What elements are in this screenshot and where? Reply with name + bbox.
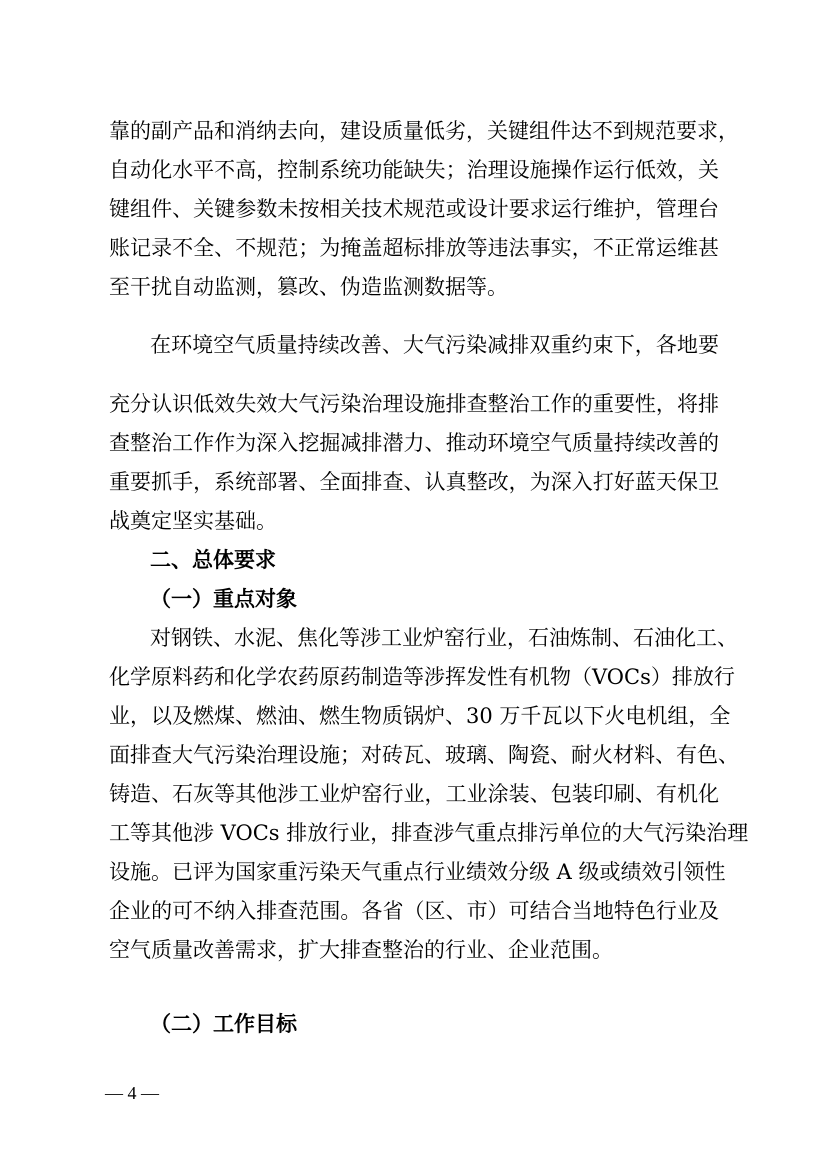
subsection-2-heading: （二）工作目标 bbox=[150, 1011, 297, 1036]
section-heading: 二、总体要求 bbox=[150, 548, 276, 572]
paragraph-3-line-7: 设施。已评为国家重污染天气重点行业绩效分级 A 级或绩效引领性 bbox=[109, 860, 726, 884]
paragraph-1-line-1: 靠的副产品和消纳去向，建设质量低劣，关键组件达不到规范要求， bbox=[109, 119, 739, 143]
paragraph-1-line-2: 自动化水平不高，控制系统功能缺失；治理设施操作运行低效，关 bbox=[109, 158, 719, 182]
page-number: — 4 — bbox=[105, 1083, 159, 1103]
paragraph-3-line-2: 化学原料药和化学农药原药制造等涉挥发性有机物（VOCs）排放行 bbox=[109, 665, 735, 689]
paragraph-2-line-5: 战奠定坚实基础。 bbox=[109, 509, 277, 533]
paragraph-2-line-4: 重要抓手，系统部署、全面排查、认真整改，为深入打好蓝天保卫 bbox=[109, 470, 719, 494]
paragraph-2-line-1: 在环境空气质量持续改善、大气污染减排双重约束下，各地要 bbox=[150, 333, 719, 357]
paragraph-3-line-8: 企业的可不纳入排查范围。各省（区、市）可结合当地特色行业及 bbox=[109, 899, 719, 923]
paragraph-3-line-4: 面排查大气污染治理设施；对砖瓦、玻璃、陶瓷、耐火材料、有色、 bbox=[109, 743, 739, 767]
paragraph-3-line-6: 工等其他涉 VOCs 排放行业，排查涉气重点排污单位的大气污染治理 bbox=[109, 821, 749, 845]
subsection-1-heading: （一）重点对象 bbox=[150, 586, 297, 611]
paragraph-1-line-3: 键组件、关键参数未按相关技术规范或设计要求运行维护，管理台 bbox=[109, 197, 719, 221]
paragraph-1-line-5: 至干扰自动监测，篡改、伪造监测数据等。 bbox=[109, 275, 508, 299]
paragraph-3-line-9: 空气质量改善需求，扩大排查整治的行业、企业范围。 bbox=[109, 938, 613, 962]
paragraph-3-line-5: 铸造、石灰等其他涉工业炉窑行业，工业涂装、包装印刷、有机化 bbox=[109, 782, 719, 806]
paragraph-2-line-3: 查整治工作作为深入挖掘减排潜力、推动环境空气质量持续改善的 bbox=[109, 431, 719, 455]
paragraph-3-line-1: 对钢铁、水泥、焦化等涉工业炉窑行业，石油炼制、石油化工、 bbox=[150, 626, 738, 650]
paragraph-2-line-2: 充分认识低效失效大气污染治理设施排查整治工作的重要性，将排 bbox=[109, 392, 719, 416]
paragraph-1-line-4: 账记录不全、不规范；为掩盖超标排放等违法事实，不正常运维甚 bbox=[109, 236, 719, 260]
paragraph-3-line-3: 业，以及燃煤、燃油、燃生物质锅炉、30 万千瓦以下火电机组，全 bbox=[109, 704, 731, 728]
